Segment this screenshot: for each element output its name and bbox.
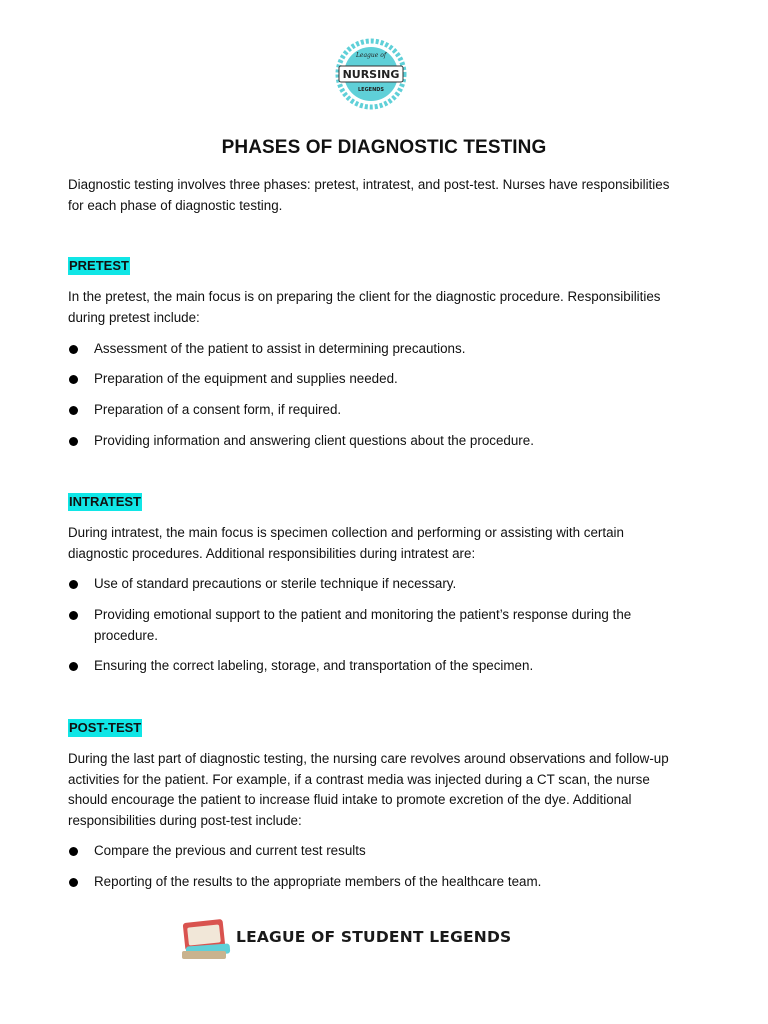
league-of-nursing-legends-logo xyxy=(331,34,411,114)
bullet-dot xyxy=(69,611,78,620)
posttest-para-line: should encourage the patient to increase fluid intake to promote excretion of the dye. Additional xyxy=(68,792,632,807)
intratest-bullet xyxy=(68,656,708,677)
page-title: PHASES OF DIAGNOSTIC TESTING xyxy=(221,137,547,158)
pretest-para-line: In the pretest, the main focus is on preparing the client for the diagnostic procedure. Responsibilities xyxy=(68,289,661,304)
intratest-para-line: diagnostic procedures. Additional responsibilities during intratest are: xyxy=(68,545,476,561)
pretest-bullet xyxy=(68,369,708,390)
bullet-text: Ensuring the correct labeling, storage, and transportation of the specimen. xyxy=(94,658,534,673)
intratest-para-line: During intratest, the main focus is specimen collection and performing or assisting with certain xyxy=(68,525,624,540)
bullet-text: Assessment of the patient to assist in determining precautions. xyxy=(94,341,466,356)
posttest-para-line: responsibilities during post-test include: xyxy=(68,812,302,828)
intro-line: Diagnostic testing involves three phases: pretest, intratest, and post-test. Nurses have responsibilities xyxy=(68,177,670,192)
logo-text-main: NURSING xyxy=(342,68,400,81)
bullet-dot xyxy=(69,406,78,415)
posttest-para-line: During the last part of diagnostic testing, the nursing care revolves around observations and follow-up xyxy=(68,751,669,766)
bullet-text: Reporting of the results to the appropriate members of the healthcare team. xyxy=(94,874,542,889)
intro-paragraph xyxy=(68,175,708,216)
bullet-dot xyxy=(69,580,78,589)
intratest-bullet xyxy=(68,574,708,595)
intratest-paragraph xyxy=(68,523,708,564)
logo-text-top: League of xyxy=(355,52,387,59)
posttest-heading: POST-TEST xyxy=(69,720,142,735)
pretest-bullet xyxy=(68,400,708,421)
bullet-text: Preparation of a consent form, if required. xyxy=(94,402,342,417)
bullet-text: Providing information and answering client questions about the procedure. xyxy=(94,433,534,448)
books-icon xyxy=(182,919,230,959)
bullet-dot xyxy=(69,847,78,856)
bullet-text: Compare the previous and current test results xyxy=(94,843,366,858)
bullet-dot xyxy=(69,437,78,446)
intratest-bullet xyxy=(68,605,708,646)
pretest-bullet xyxy=(68,431,708,452)
intratest-heading: INTRATEST xyxy=(69,494,141,509)
posttest-bullet xyxy=(68,841,708,862)
bullet-text-continued: procedure. xyxy=(94,627,159,643)
pretest-para-line: during pretest include: xyxy=(68,309,200,325)
intro-line: for each phase of diagnostic testing. xyxy=(68,197,283,213)
pretest-bullet xyxy=(68,339,708,360)
logo-text-bottom: LEGENDS xyxy=(357,87,385,93)
pretest-heading: PRETEST xyxy=(69,258,129,273)
posttest-paragraph xyxy=(68,749,708,831)
bullet-text: Providing emotional support to the patient and monitoring the patient’s response during the xyxy=(94,607,632,622)
bullet-text: Preparation of the equipment and supplies needed. xyxy=(94,371,398,386)
posttest-para-line: activities for the patient. For example, if a contrast media was injected during a CT scan, the nurse xyxy=(68,771,650,787)
bullet-dot xyxy=(69,345,78,354)
footer-logo-text: LEAGUE OF STUDENT LEGENDS xyxy=(236,928,512,946)
bullet-dot xyxy=(69,878,78,887)
bullet-dot xyxy=(69,375,78,384)
bullet-text: Use of standard precautions or sterile technique if necessary. xyxy=(94,576,457,591)
posttest-bullet xyxy=(68,872,708,893)
pretest-paragraph xyxy=(68,287,708,328)
bullet-dot xyxy=(69,662,78,671)
